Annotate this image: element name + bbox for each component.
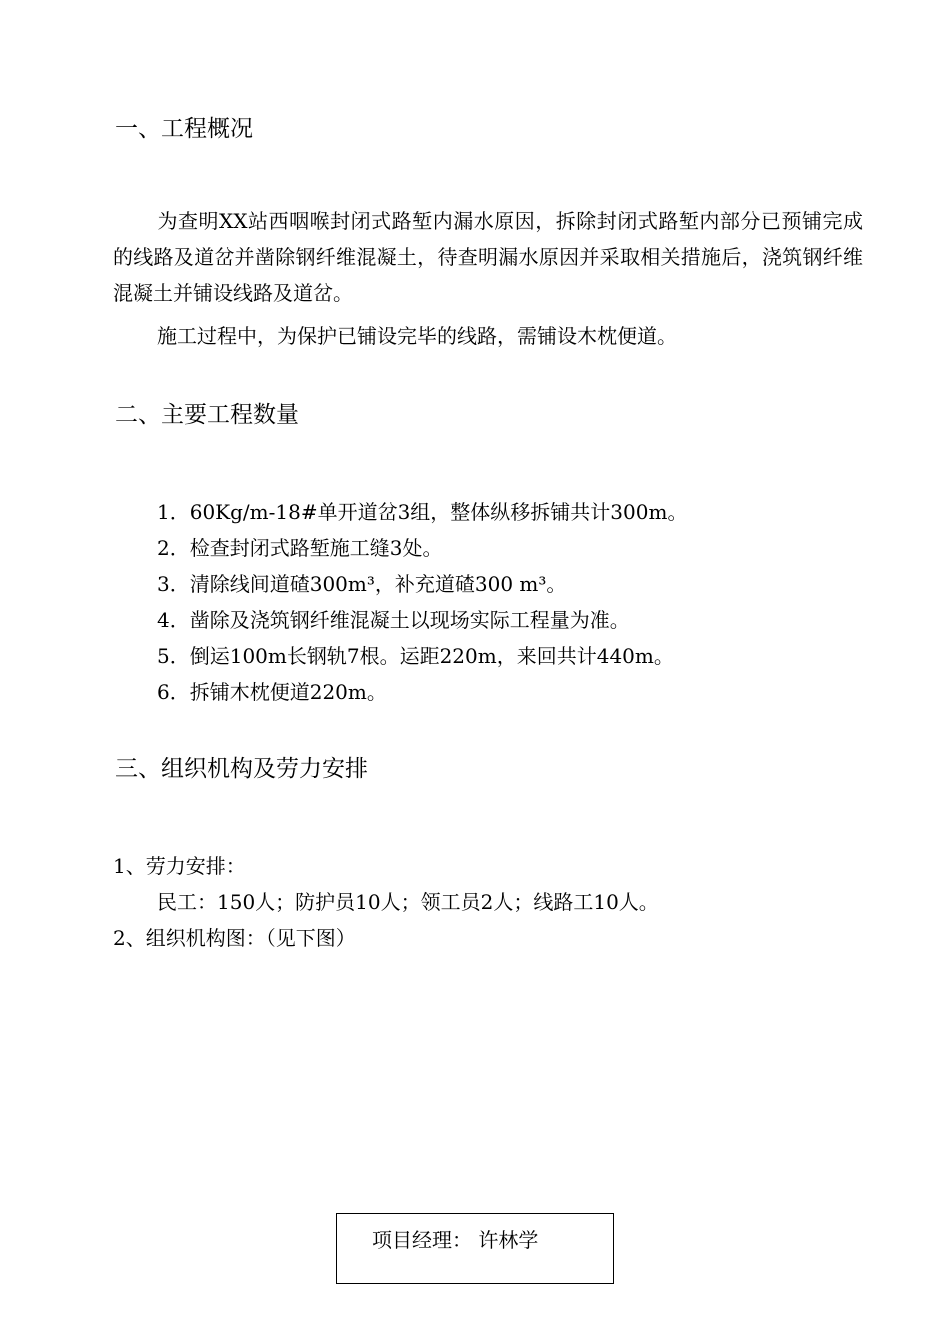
quantity-item-4: 4．凿除及浇筑钢纤维混凝土以现场实际工程量为准。 (157, 608, 630, 632)
labor-title: 1、劳力安排： (113, 854, 246, 878)
project-manager-box (336, 1213, 614, 1284)
project-manager-label: 项目经理： 许林学 (372, 1228, 539, 1252)
labor-detail: 民工：150人；防护员10人；领工员2人；线路工10人。 (157, 890, 659, 914)
section-1-paragraph-1 (113, 203, 863, 311)
section-2-heading: 二、主要工程数量 (115, 402, 299, 428)
section-1-paragraph-2: 施工过程中，为保护已铺设完毕的线路，需铺设木枕便道。 (157, 324, 677, 348)
quantity-item-6: 6．拆铺木枕便道220m。 (157, 680, 387, 704)
quantity-item-3: 3．清除线间道碴300m³，补充道碴300 m³。 (157, 572, 567, 596)
quantity-item-1: 1．60Kg/m-18#单开道岔3组，整体纵移拆铺共计300m。 (157, 500, 688, 524)
section-1-heading: 一、工程概况 (115, 116, 253, 142)
quantity-item-2: 2．检查封闭式路堑施工缝3处。 (157, 536, 443, 560)
org-chart-title: 2、组织机构图：（见下图） (113, 926, 356, 950)
quantity-item-5: 5．倒运100m长钢轨7根。运距220m，来回共计440m。 (157, 644, 674, 668)
section-1-paragraph-1-text: 为查明XX站西咽喉封闭式路堑内漏水原因，拆除封闭式路堑内部分已预铺完成的线路及道岔并凿除钢纤维混凝土，待查明漏水原因并采取相关措施后，浇筑钢纤维混凝土并铺设线路及道岔。 (113, 209, 863, 305)
section-3-heading: 三、组织机构及劳力安排 (115, 756, 368, 782)
